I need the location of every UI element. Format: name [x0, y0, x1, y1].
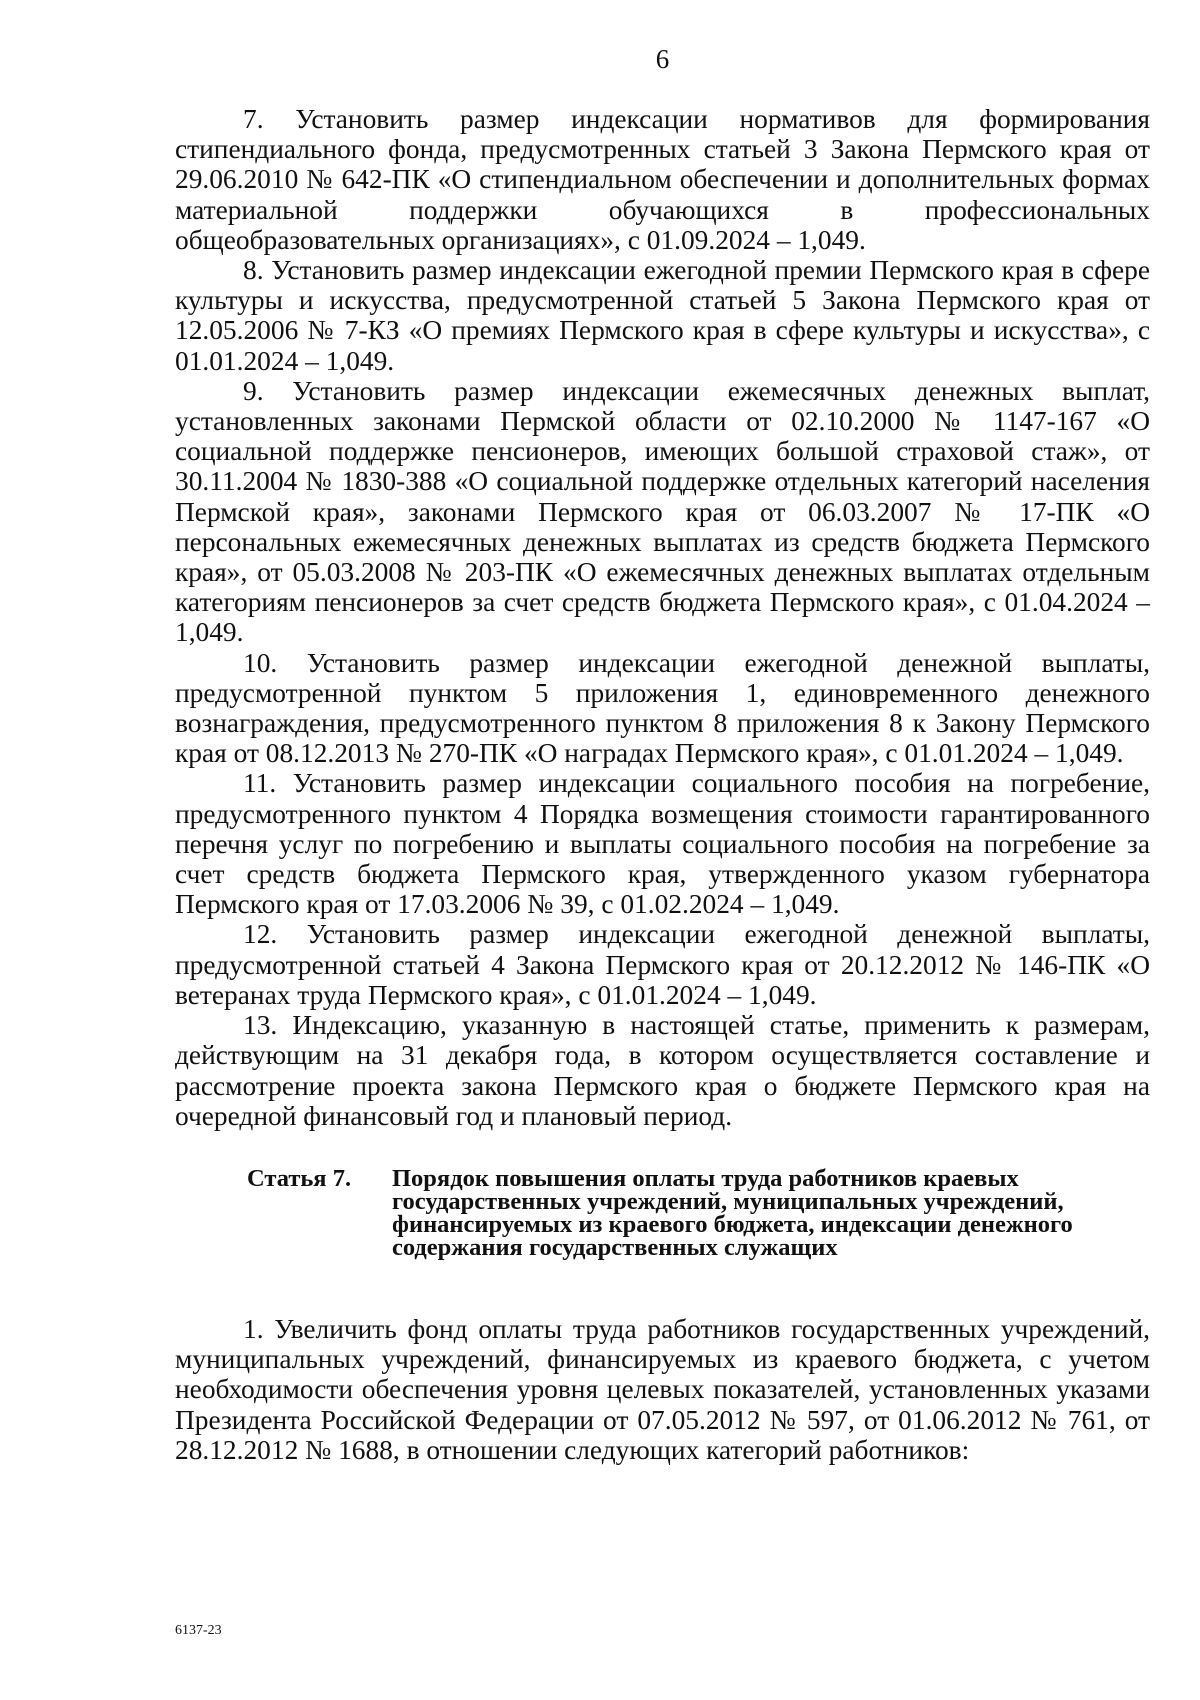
paragraph-7: 7. Установить размер индексации нормативов для формирования стипендиального фонда, предусмотренных статьей 3 Закона Пермского края от 29.06.2010 № 642-ПК «О стипендиальном обеспечении и дополнительных формах материальной поддержки обучающихся в профессиональных общеобразовательных организациях», с 01.09.2024 – 1,049. — [175, 104, 1150, 255]
paragraph-9: 9. Установить размер индексации ежемесячных денежных выплат, установленных законами Пермской области от 02.10.2000 № 1147-167 «О социальной поддержке пенсионеров, имеющих большой страховой стаж», от 30.11.2004 № 1830-388 «О социальной поддержке отдельных категорий населения Пермской края», законами Пермского края от 06.03.2007 № 17-ПК «О персональных ежемесячных денежных выплатах из средств бюджета Пермского края», от 05.03.2008 № 203-ПК «О ежемесячных денежных выплатах отдельным категориям пенсионеров за счет средств бюджета Пермского края», с 01.04.2024 – 1,049. — [175, 375, 1150, 648]
article-title: Порядок повышения оплаты труда работников краевых государственных учреждений, муниципальных учреждений, финансируемых из краевого бюджета, индексации денежного содержания государственных служащих — [392, 1164, 1073, 1261]
article-7-paragraph-1: 1. Увеличить фонд оплаты труда работников государственных учреждений, муниципальных учреждений, финансируемых из краевого бюджета, с учетом необходимости обеспечения уровня целевых показателей, установленных указами Президента Российской Федерации от 07.05.2012 № 597, от 01.06.2012 № 761, от 28.12.2012 № 1688, в отношении следующих категорий работников: — [175, 1313, 1150, 1465]
footer-document-code: 6137-23 — [175, 1623, 222, 1638]
article-label: Статья 7. — [247, 1164, 352, 1192]
article-heading — [175, 1164, 1150, 1261]
paragraph-8: 8. Установить размер индексации ежегодной премии Пермского края в сфере культуры и искусства, предусмотренной статьей 5 Закона Пермского края от 12.05.2006 № 7-КЗ «О премиях Пермского края в сфере культуры и искусства», с 01.01.2024 – 1,049. — [175, 255, 1150, 376]
page-number: 6 — [655, 44, 670, 74]
paragraph-10: 10. Установить размер индексации ежегодной денежной выплаты, предусмотренной пунктом 5 приложения 1, единовременного денежного вознаграждения, предусмотренного пунктом 8 приложения 8 к Закону Пермского края от 08.12.2013 № 270-ПК «О наградах Пермского края», с 01.01.2024 – 1,049. — [175, 647, 1150, 769]
paragraph-11: 11. Установить размер индексации социального пособия на погребение, предусмотренного пунктом 4 Порядка возмещения стоимости гарантированного перечня услуг по погребению и выплаты социального пособия на погребение за счет средств бюджета Пермского края, утвержденного указом губернатора Пермского края от 17.03.2006 № 39, с 01.02.2024 – 1,049. — [175, 768, 1150, 920]
paragraph-13: 13. Индексацию, указанную в настоящей статье, применить к размерам, действующим на 31 декабря года, в котором осуществляется составление и рассмотрение проекта закона Пермского края о бюджете Пермского края на очередной финансовый год и плановый период. — [175, 1010, 1150, 1131]
document-body — [175, 104, 1150, 1465]
paragraph-12: 12. Установить размер индексации ежегодной денежной выплаты, предусмотренной статьей 4 Закона Пермского края от 20.12.2012 № 146-ПК «О ветеранах труда Пермского края», с 01.01.2024 – 1,049. — [175, 919, 1150, 1010]
